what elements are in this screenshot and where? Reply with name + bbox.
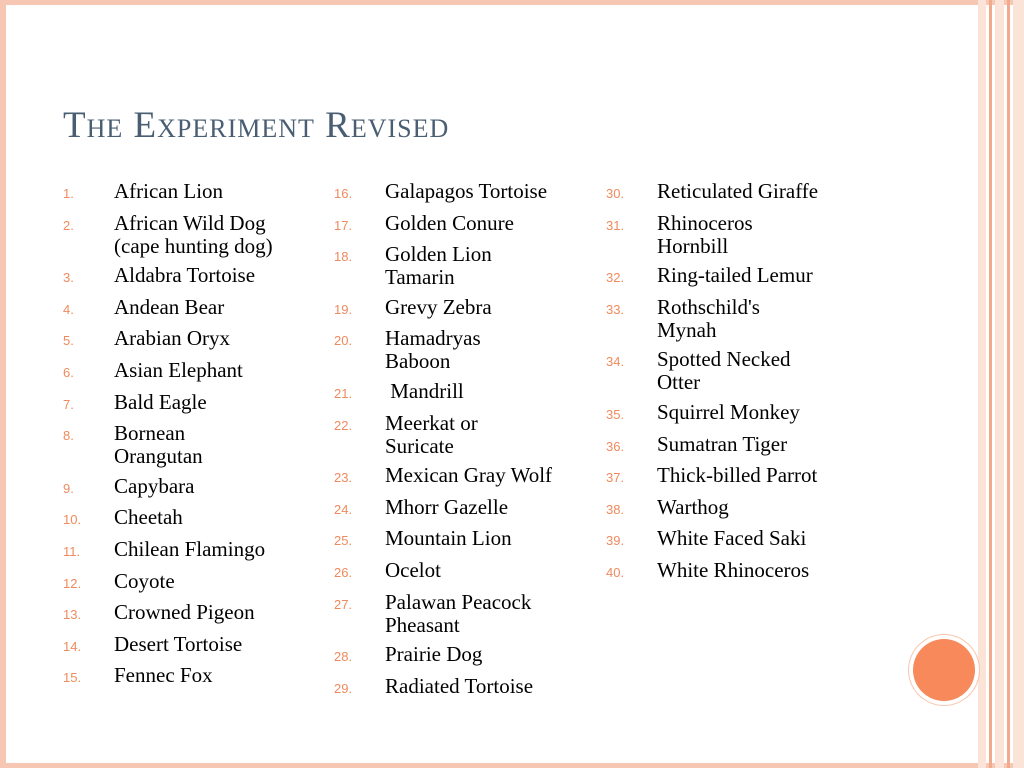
list-item xyxy=(334,559,604,584)
list-item-number: 17. xyxy=(334,217,353,233)
list-item-number: 16. xyxy=(334,186,353,201)
list-item-label: Galapagos Tortoise xyxy=(385,179,548,203)
list-item-number: 38. xyxy=(606,501,625,517)
list-item-number: 39. xyxy=(606,533,625,549)
list-item xyxy=(63,538,331,563)
list-item-number: 23. xyxy=(334,470,353,486)
list-item-label: African Lion xyxy=(114,179,224,203)
list-item-label: White Rhinoceros xyxy=(657,557,810,582)
frame-bottom-border xyxy=(0,763,1024,768)
decorative-stripe xyxy=(978,0,986,768)
list-item xyxy=(334,643,604,668)
list-item-number: 36. xyxy=(606,438,625,454)
list-item xyxy=(63,475,331,500)
list-item xyxy=(63,601,331,626)
animal-list-column-1 xyxy=(63,180,331,696)
list-item xyxy=(334,464,604,489)
list-item xyxy=(63,264,331,289)
slide-title: The Experiment Revised xyxy=(63,105,450,146)
list-item xyxy=(606,527,906,552)
list-item-label: Bald Eagle xyxy=(114,389,207,414)
list-item-number: 6. xyxy=(63,364,74,380)
list-item-label: Aldabra Tortoise xyxy=(114,263,256,288)
list-item-label: Cheetah xyxy=(114,505,183,530)
animal-list-column-2 xyxy=(334,180,604,706)
list-item xyxy=(63,391,331,416)
list-item xyxy=(63,296,331,321)
list-item-label: Bornean Orangutan xyxy=(114,421,203,469)
list-item-label: Fennec Fox xyxy=(114,663,213,688)
list-item xyxy=(334,296,604,321)
list-item-label: Rhinoceros Hornbill xyxy=(657,210,753,258)
list-item-number: 30. xyxy=(606,186,625,201)
list-item-label: Ocelot xyxy=(385,557,441,582)
list-item-number: 25. xyxy=(334,533,353,549)
list-item xyxy=(334,243,604,289)
list-item-number: 15. xyxy=(63,670,82,686)
list-item xyxy=(606,264,906,289)
list-item-number: 12. xyxy=(63,575,82,591)
list-item-label: Spotted Necked Otter xyxy=(657,347,791,395)
list-item-number: 3. xyxy=(63,270,74,286)
list-item xyxy=(334,380,604,405)
list-item-label: Capybara xyxy=(114,473,195,498)
list-item-label: Sumatran Tiger xyxy=(657,431,788,456)
list-item xyxy=(334,327,604,373)
list-item-label: Asian Elephant xyxy=(114,357,243,382)
decorative-stripe xyxy=(995,0,1004,768)
list-item-label: Thick-billed Parrot xyxy=(657,463,818,488)
decorative-stripe xyxy=(1007,0,1010,768)
list-item-number: 31. xyxy=(606,217,625,233)
frame-top-border xyxy=(0,0,1024,5)
list-item xyxy=(606,496,906,521)
list-item-number: 20. xyxy=(334,333,353,349)
list-item-label: Mexican Gray Wolf xyxy=(385,463,553,488)
list-item-number: 34. xyxy=(606,354,625,370)
list-item xyxy=(606,401,906,426)
animal-list-column-3 xyxy=(606,180,906,591)
list-item-label: Palawan Peacock Pheasant xyxy=(385,589,532,637)
list-item-label: Meerkat or Suricate xyxy=(385,410,478,458)
list-item xyxy=(63,422,331,468)
list-item xyxy=(606,433,906,458)
list-item-label: Prairie Dog xyxy=(385,642,483,667)
list-item-number: 29. xyxy=(334,680,353,696)
list-item xyxy=(334,675,604,700)
list-item xyxy=(63,506,331,531)
list-item-number: 28. xyxy=(334,649,353,665)
frame-left-border xyxy=(0,0,6,768)
list-item xyxy=(334,180,604,205)
list-item xyxy=(334,212,604,237)
list-item-number: 21. xyxy=(334,385,353,401)
list-item xyxy=(606,180,906,205)
list-item-label: Grevy Zebra xyxy=(385,294,492,319)
list-item-number: 18. xyxy=(334,249,353,265)
list-item xyxy=(334,496,604,521)
list-item-number: 13. xyxy=(63,607,82,623)
list-item-number: 33. xyxy=(606,301,625,317)
list-item-number: 2. xyxy=(63,217,74,233)
list-item-number: 35. xyxy=(606,406,625,422)
list-item-number: 4. xyxy=(63,301,74,317)
list-item-label: Squirrel Monkey xyxy=(657,399,800,424)
list-item-label: Ring-tailed Lemur xyxy=(657,263,813,288)
list-item-label: Coyote xyxy=(114,568,175,593)
list-item-number: 14. xyxy=(63,638,82,654)
decorative-circle xyxy=(913,639,975,701)
list-item-label: Mandrill xyxy=(385,378,464,403)
list-item xyxy=(334,591,604,637)
list-item-label: Hamadryas Baboon xyxy=(385,326,481,374)
list-item-label: Rothschild's Mynah xyxy=(657,294,760,342)
list-item-label: African Wild Dog (cape hunting dog) xyxy=(114,210,273,258)
decorative-stripe xyxy=(1013,0,1024,768)
list-item xyxy=(606,296,906,342)
list-item-label: Reticulated Giraffe xyxy=(657,179,819,203)
list-item-label: Desert Tortoise xyxy=(114,631,243,656)
list-item-number: 19. xyxy=(334,301,353,317)
list-item-number: 11. xyxy=(63,543,81,559)
list-item-number: 37. xyxy=(606,470,625,486)
list-item-label: Crowned Pigeon xyxy=(114,600,255,625)
list-item-label: White Faced Saki xyxy=(657,526,807,551)
list-item-number: 22. xyxy=(334,417,353,433)
list-item-label: Arabian Oryx xyxy=(114,326,231,351)
list-item-number: 7. xyxy=(63,396,74,412)
list-item-label: Radiated Tortoise xyxy=(385,673,534,698)
list-item xyxy=(63,359,331,384)
list-item-label: Mhorr Gazelle xyxy=(385,494,509,519)
list-item xyxy=(63,570,331,595)
list-item-number: 8. xyxy=(63,428,74,444)
list-item-label: Chilean Flamingo xyxy=(114,536,266,561)
list-item-number: 32. xyxy=(606,270,625,286)
list-item xyxy=(63,327,331,352)
list-item xyxy=(63,633,331,658)
list-item-label: Andean Bear xyxy=(114,294,225,319)
list-item-label: Warthog xyxy=(657,494,729,519)
list-item xyxy=(63,180,331,205)
list-item xyxy=(606,559,906,584)
list-item-label: Golden Lion Tamarin xyxy=(385,242,492,290)
list-item-label: Mountain Lion xyxy=(385,526,512,551)
list-item-number: 40. xyxy=(606,564,625,580)
list-item-number: 26. xyxy=(334,564,353,580)
list-item xyxy=(334,412,604,458)
list-item-number: 24. xyxy=(334,501,353,517)
list-item xyxy=(606,348,906,394)
list-item-number: 9. xyxy=(63,480,74,496)
list-item-number: 27. xyxy=(334,596,353,612)
decorative-stripe xyxy=(989,0,992,768)
list-item-number: 10. xyxy=(63,512,82,528)
list-item-number: 1. xyxy=(63,186,74,201)
list-item xyxy=(606,464,906,489)
list-item-number: 5. xyxy=(63,333,74,349)
list-item xyxy=(63,212,331,258)
list-item-label: Golden Conure xyxy=(385,210,514,235)
list-item xyxy=(334,527,604,552)
list-item xyxy=(63,664,331,689)
list-item xyxy=(606,212,906,258)
